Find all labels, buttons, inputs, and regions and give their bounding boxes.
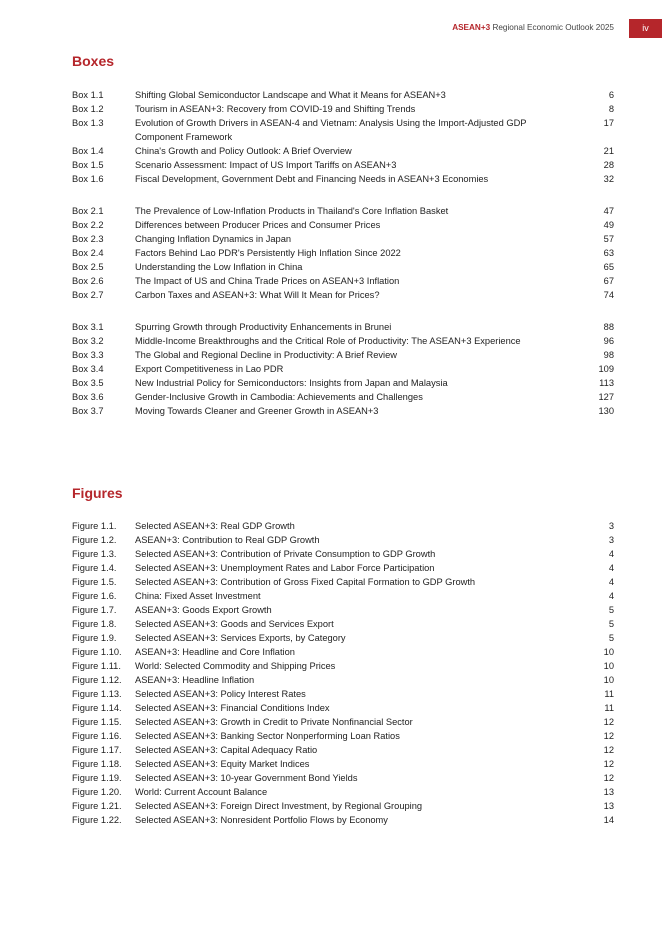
toc-entry-page: 10 bbox=[603, 675, 614, 685]
toc-entry-page: 12 bbox=[603, 759, 614, 769]
toc-entry-title: Selected ASEAN+3: Contribution of Private Consumption to GDP Growth bbox=[135, 549, 436, 559]
toc-entry-page: 3 bbox=[608, 535, 614, 545]
toc-entry-title: China: Fixed Asset Investment bbox=[135, 591, 261, 601]
toc-entry-title: The Prevalence of Low-Inflation Products in Thailand's Core Inflation Basket bbox=[135, 206, 449, 216]
toc-entry-page: 14 bbox=[603, 815, 614, 825]
toc-entry[interactable] bbox=[72, 334, 614, 348]
toc-entry[interactable] bbox=[72, 232, 614, 246]
toc-entry-label: Box 1.2 bbox=[72, 104, 104, 114]
toc-entry-title: World: Selected Commodity and Shipping Prices bbox=[135, 661, 336, 671]
toc-entry-title: Middle-Income Breakthroughs and the Critical Role of Productivity: The ASEAN+3 Experience bbox=[135, 336, 521, 346]
toc-entry-page: 12 bbox=[603, 745, 614, 755]
toc-entry-page: 74 bbox=[603, 290, 614, 300]
header-title: Regional Economic Outlook 2025 bbox=[492, 23, 614, 32]
toc-entry-title: Fiscal Development, Government Debt and Financing Needs in ASEAN+3 Economies bbox=[135, 174, 489, 184]
toc-entry[interactable] bbox=[72, 701, 614, 715]
toc-entry-page: 4 bbox=[608, 577, 614, 587]
toc-entry-title: Scenario Assessment: Impact of US Import Tariffs on ASEAN+3 bbox=[135, 160, 397, 170]
toc-entry[interactable] bbox=[72, 348, 614, 362]
toc-entry-label: Figure 1.17. bbox=[72, 745, 122, 755]
toc-entry-label: Figure 1.22. bbox=[72, 815, 122, 825]
toc-entry[interactable] bbox=[72, 376, 614, 390]
toc-entry-page: 10 bbox=[603, 661, 614, 671]
toc-entry-label: Box 3.5 bbox=[72, 378, 104, 388]
toc-entry-title: Selected ASEAN+3: Services Exports, by Category bbox=[135, 633, 346, 643]
toc-entry-page: 65 bbox=[603, 262, 614, 272]
toc-entry-page: 98 bbox=[603, 350, 614, 360]
toc-entry-label: Figure 1.7. bbox=[72, 605, 117, 615]
toc-entry-page: 21 bbox=[603, 146, 614, 156]
toc-entry-page: 12 bbox=[603, 717, 614, 727]
group-spacer bbox=[72, 186, 614, 204]
toc-entry-label: Box 2.1 bbox=[72, 206, 104, 216]
toc-entry[interactable] bbox=[72, 715, 614, 729]
toc-entry-title: Spurring Growth through Productivity Enhancements in Brunei bbox=[135, 322, 392, 332]
toc-entry-label: Figure 1.1. bbox=[72, 521, 117, 531]
toc-entry[interactable] bbox=[72, 687, 614, 701]
toc-entry[interactable] bbox=[72, 116, 614, 144]
toc-entry[interactable] bbox=[72, 144, 614, 158]
toc-entry-label: Box 3.7 bbox=[72, 406, 104, 416]
toc-entry[interactable] bbox=[72, 659, 614, 673]
toc-entry-title: China's Growth and Policy Outlook: A Brief Overview bbox=[135, 146, 352, 156]
toc-entry-page: 6 bbox=[608, 90, 614, 100]
toc-entry[interactable] bbox=[72, 88, 614, 102]
toc-entry-title: Export Competitiveness in Lao PDR bbox=[135, 364, 284, 374]
toc-entry-title: New Industrial Policy for Semiconductors: Insights from Japan and Malaysia bbox=[135, 378, 448, 388]
toc-entry-title: ASEAN+3: Goods Export Growth bbox=[135, 605, 272, 615]
toc-entry-label: Figure 1.3. bbox=[72, 549, 117, 559]
toc-entry-label: Box 2.3 bbox=[72, 234, 104, 244]
toc-entry-title: Selected ASEAN+3: Banking Sector Nonperforming Loan Ratios bbox=[135, 731, 400, 741]
toc-entry-title: Selected ASEAN+3: Real GDP Growth bbox=[135, 521, 295, 531]
toc-entry-label: Box 1.5 bbox=[72, 160, 104, 170]
toc-entry-label: Figure 1.15. bbox=[72, 717, 122, 727]
toc-entry-label: Figure 1.14. bbox=[72, 703, 122, 713]
figures-list bbox=[72, 519, 614, 827]
page-header bbox=[0, 19, 662, 39]
toc-entry-label: Figure 1.18. bbox=[72, 759, 122, 769]
toc-entry-label: Box 2.5 bbox=[72, 262, 104, 272]
toc-entry-label: Box 2.7 bbox=[72, 290, 104, 300]
toc-entry-label: Box 3.4 bbox=[72, 364, 104, 374]
toc-entry[interactable] bbox=[72, 673, 614, 687]
toc-entry-title: Selected ASEAN+3: 10-year Government Bond Yields bbox=[135, 773, 358, 783]
toc-entry-label: Box 2.4 bbox=[72, 248, 104, 258]
toc-entry-title: ASEAN+3: Contribution to Real GDP Growth bbox=[135, 535, 320, 545]
figures-heading: Figures bbox=[72, 485, 123, 501]
toc-entry-title: Selected ASEAN+3: Financial Conditions Index bbox=[135, 703, 330, 713]
toc-entry[interactable] bbox=[72, 172, 614, 186]
toc-entry-label: Box 3.6 bbox=[72, 392, 104, 402]
toc-entry-label: Figure 1.11. bbox=[72, 661, 121, 671]
toc-entry-label: Figure 1.2. bbox=[72, 535, 117, 545]
toc-entry-page: 5 bbox=[608, 633, 614, 643]
toc-entry-title: Selected ASEAN+3: Growth in Credit to Private Nonfinancial Sector bbox=[135, 717, 413, 727]
group-spacer bbox=[72, 302, 614, 320]
toc-entry-label: Figure 1.12. bbox=[72, 675, 122, 685]
toc-entry-label: Box 1.1 bbox=[72, 90, 104, 100]
toc-entry-title: Selected ASEAN+3: Equity Market Indices bbox=[135, 759, 310, 769]
toc-entry-page: 32 bbox=[603, 174, 614, 184]
toc-entry-title: Shifting Global Semiconductor Landscape and What it Means for ASEAN+3 bbox=[135, 90, 446, 100]
toc-entry-page: 57 bbox=[603, 234, 614, 244]
toc-entry-page: 63 bbox=[603, 248, 614, 258]
toc-entry[interactable] bbox=[72, 631, 614, 645]
toc-entry-title: Carbon Taxes and ASEAN+3: What Will It Mean for Prices? bbox=[135, 290, 380, 300]
toc-entry-page: 5 bbox=[608, 619, 614, 629]
toc-entry-page: 4 bbox=[608, 563, 614, 573]
toc-entry-label: Figure 1.13. bbox=[72, 689, 122, 699]
toc-entry-page: 130 bbox=[598, 406, 614, 416]
toc-entry-page: 49 bbox=[603, 220, 614, 230]
toc-entry-label: Figure 1.9. bbox=[72, 633, 117, 643]
toc-entry-label: Box 3.2 bbox=[72, 336, 104, 346]
toc-entry-label: Figure 1.16. bbox=[72, 731, 122, 741]
toc-entry-title: Selected ASEAN+3: Unemployment Rates and Labor Force Participation bbox=[135, 563, 435, 573]
toc-entry[interactable] bbox=[72, 743, 614, 757]
toc-entry[interactable] bbox=[72, 757, 614, 771]
toc-entry-title: Selected ASEAN+3: Contribution of Gross Fixed Capital Formation to GDP Growth bbox=[135, 577, 476, 587]
toc-entry-label: Box 2.6 bbox=[72, 276, 104, 286]
toc-entry[interactable] bbox=[72, 617, 614, 631]
toc-entry[interactable] bbox=[72, 603, 614, 617]
toc-entry-page: 28 bbox=[603, 160, 614, 170]
toc-entry[interactable] bbox=[72, 218, 614, 232]
toc-entry-label: Box 1.3 bbox=[72, 118, 104, 128]
toc-entry[interactable] bbox=[72, 799, 614, 813]
toc-entry-page: 12 bbox=[603, 731, 614, 741]
toc-entry[interactable] bbox=[72, 246, 614, 260]
toc-entry-page: 67 bbox=[603, 276, 614, 286]
toc-entry-title: Evolution of Growth Drivers in ASEAN-4 and Vietnam: Analysis Using the Import-Adjusted GDP Component Framework bbox=[135, 118, 527, 142]
toc-entry-label: Figure 1.10. bbox=[72, 647, 122, 657]
toc-entry-title: Differences between Producer Prices and Consumer Prices bbox=[135, 220, 381, 230]
toc-entry[interactable] bbox=[72, 390, 614, 404]
toc-entry-page: 17 bbox=[603, 118, 614, 128]
toc-entry-page: 13 bbox=[603, 801, 614, 811]
toc-entry-title: Selected ASEAN+3: Policy Interest Rates bbox=[135, 689, 306, 699]
toc-entry-title: ASEAN+3: Headline Inflation bbox=[135, 675, 255, 685]
toc-entry-page: 4 bbox=[608, 591, 614, 601]
toc-entry-title: Selected ASEAN+3: Goods and Services Export bbox=[135, 619, 334, 629]
toc-entry[interactable] bbox=[72, 575, 614, 589]
toc-entry[interactable] bbox=[72, 288, 614, 302]
toc-entry-title: Changing Inflation Dynamics in Japan bbox=[135, 234, 292, 244]
toc-entry[interactable] bbox=[72, 274, 614, 288]
toc-entry-title: The Global and Regional Decline in Productivity: A Brief Review bbox=[135, 350, 397, 360]
boxes-heading: Boxes bbox=[72, 53, 115, 69]
toc-entry-page: 88 bbox=[603, 322, 614, 332]
header-brand: ASEAN+3 bbox=[452, 23, 491, 32]
toc-entry-title: Selected ASEAN+3: Nonresident Portfolio Flows by Economy bbox=[135, 815, 388, 825]
toc-entry-page: 12 bbox=[603, 773, 614, 783]
page-number-tab: iv bbox=[629, 19, 662, 38]
toc-entry-label: Box 1.4 bbox=[72, 146, 104, 156]
toc-entry-label: Figure 1.19. bbox=[72, 773, 122, 783]
toc-entry[interactable] bbox=[72, 729, 614, 743]
toc-entry[interactable] bbox=[72, 589, 614, 603]
toc-entry-title: ASEAN+3: Headline and Core Inflation bbox=[135, 647, 295, 657]
toc-entry-title: The Impact of US and China Trade Prices on ASEAN+3 Inflation bbox=[135, 276, 400, 286]
toc-entry[interactable] bbox=[72, 771, 614, 785]
toc-entry-page: 3 bbox=[608, 521, 614, 531]
toc-entry-title: Moving Towards Cleaner and Greener Growth in ASEAN+3 bbox=[135, 406, 379, 416]
toc-entry-page: 127 bbox=[598, 392, 614, 402]
toc-entry[interactable] bbox=[72, 813, 614, 827]
toc-entry-page: 13 bbox=[603, 787, 614, 797]
toc-entry[interactable] bbox=[72, 645, 614, 659]
toc-entry-label: Figure 1.20. bbox=[72, 787, 122, 797]
toc-entry[interactable] bbox=[72, 158, 614, 172]
toc-entry[interactable] bbox=[72, 404, 614, 418]
toc-entry[interactable] bbox=[72, 533, 614, 547]
toc-entry-label: Box 3.1 bbox=[72, 322, 104, 332]
toc-entry[interactable] bbox=[72, 260, 614, 274]
toc-entry[interactable] bbox=[72, 204, 614, 218]
toc-entry[interactable] bbox=[72, 785, 614, 799]
toc-entry-title: Tourism in ASEAN+3: Recovery from COVID-19 and Shifting Trends bbox=[135, 104, 416, 114]
toc-entry[interactable] bbox=[72, 519, 614, 533]
toc-entry-page: 10 bbox=[603, 647, 614, 657]
toc-entry-title: Selected ASEAN+3: Foreign Direct Investment, by Regional Grouping bbox=[135, 801, 423, 811]
toc-entry-page: 11 bbox=[604, 689, 614, 699]
toc-entry-label: Figure 1.8. bbox=[72, 619, 117, 629]
toc-entry-title: World: Current Account Balance bbox=[135, 787, 268, 797]
toc-entry-page: 109 bbox=[598, 364, 614, 374]
toc-entry-label: Box 1.6 bbox=[72, 174, 104, 184]
toc-entry-title: Factors Behind Lao PDR's Persistently High Inflation Since 2022 bbox=[135, 248, 401, 258]
toc-entry[interactable] bbox=[72, 362, 614, 376]
toc-entry-page: 113 bbox=[599, 378, 614, 388]
toc-entry-page: 96 bbox=[603, 336, 614, 346]
toc-entry[interactable] bbox=[72, 102, 614, 116]
running-header bbox=[452, 23, 614, 32]
toc-entry[interactable] bbox=[72, 320, 614, 334]
toc-entry-page: 8 bbox=[608, 104, 614, 114]
toc-entry-page: 47 bbox=[603, 206, 614, 216]
toc-entry-page: 4 bbox=[608, 549, 614, 559]
toc-entry-title: Selected ASEAN+3: Capital Adequacy Ratio bbox=[135, 745, 318, 755]
toc-entry[interactable] bbox=[72, 561, 614, 575]
toc-entry-page: 5 bbox=[608, 605, 614, 615]
toc-entry-label: Figure 1.5. bbox=[72, 577, 117, 587]
toc-entry-label: Box 2.2 bbox=[72, 220, 104, 230]
toc-entry-title: Gender-Inclusive Growth in Cambodia: Achievements and Challenges bbox=[135, 392, 423, 402]
toc-entry-label: Figure 1.6. bbox=[72, 591, 117, 601]
toc-entry-title: Understanding the Low Inflation in China bbox=[135, 262, 303, 272]
toc-entry[interactable] bbox=[72, 547, 614, 561]
toc-entry-label: Figure 1.4. bbox=[72, 563, 117, 573]
toc-entry-page: 11 bbox=[604, 703, 614, 713]
toc-entry-label: Box 3.3 bbox=[72, 350, 104, 360]
boxes-list bbox=[72, 88, 614, 418]
toc-entry-label: Figure 1.21. bbox=[72, 801, 122, 811]
